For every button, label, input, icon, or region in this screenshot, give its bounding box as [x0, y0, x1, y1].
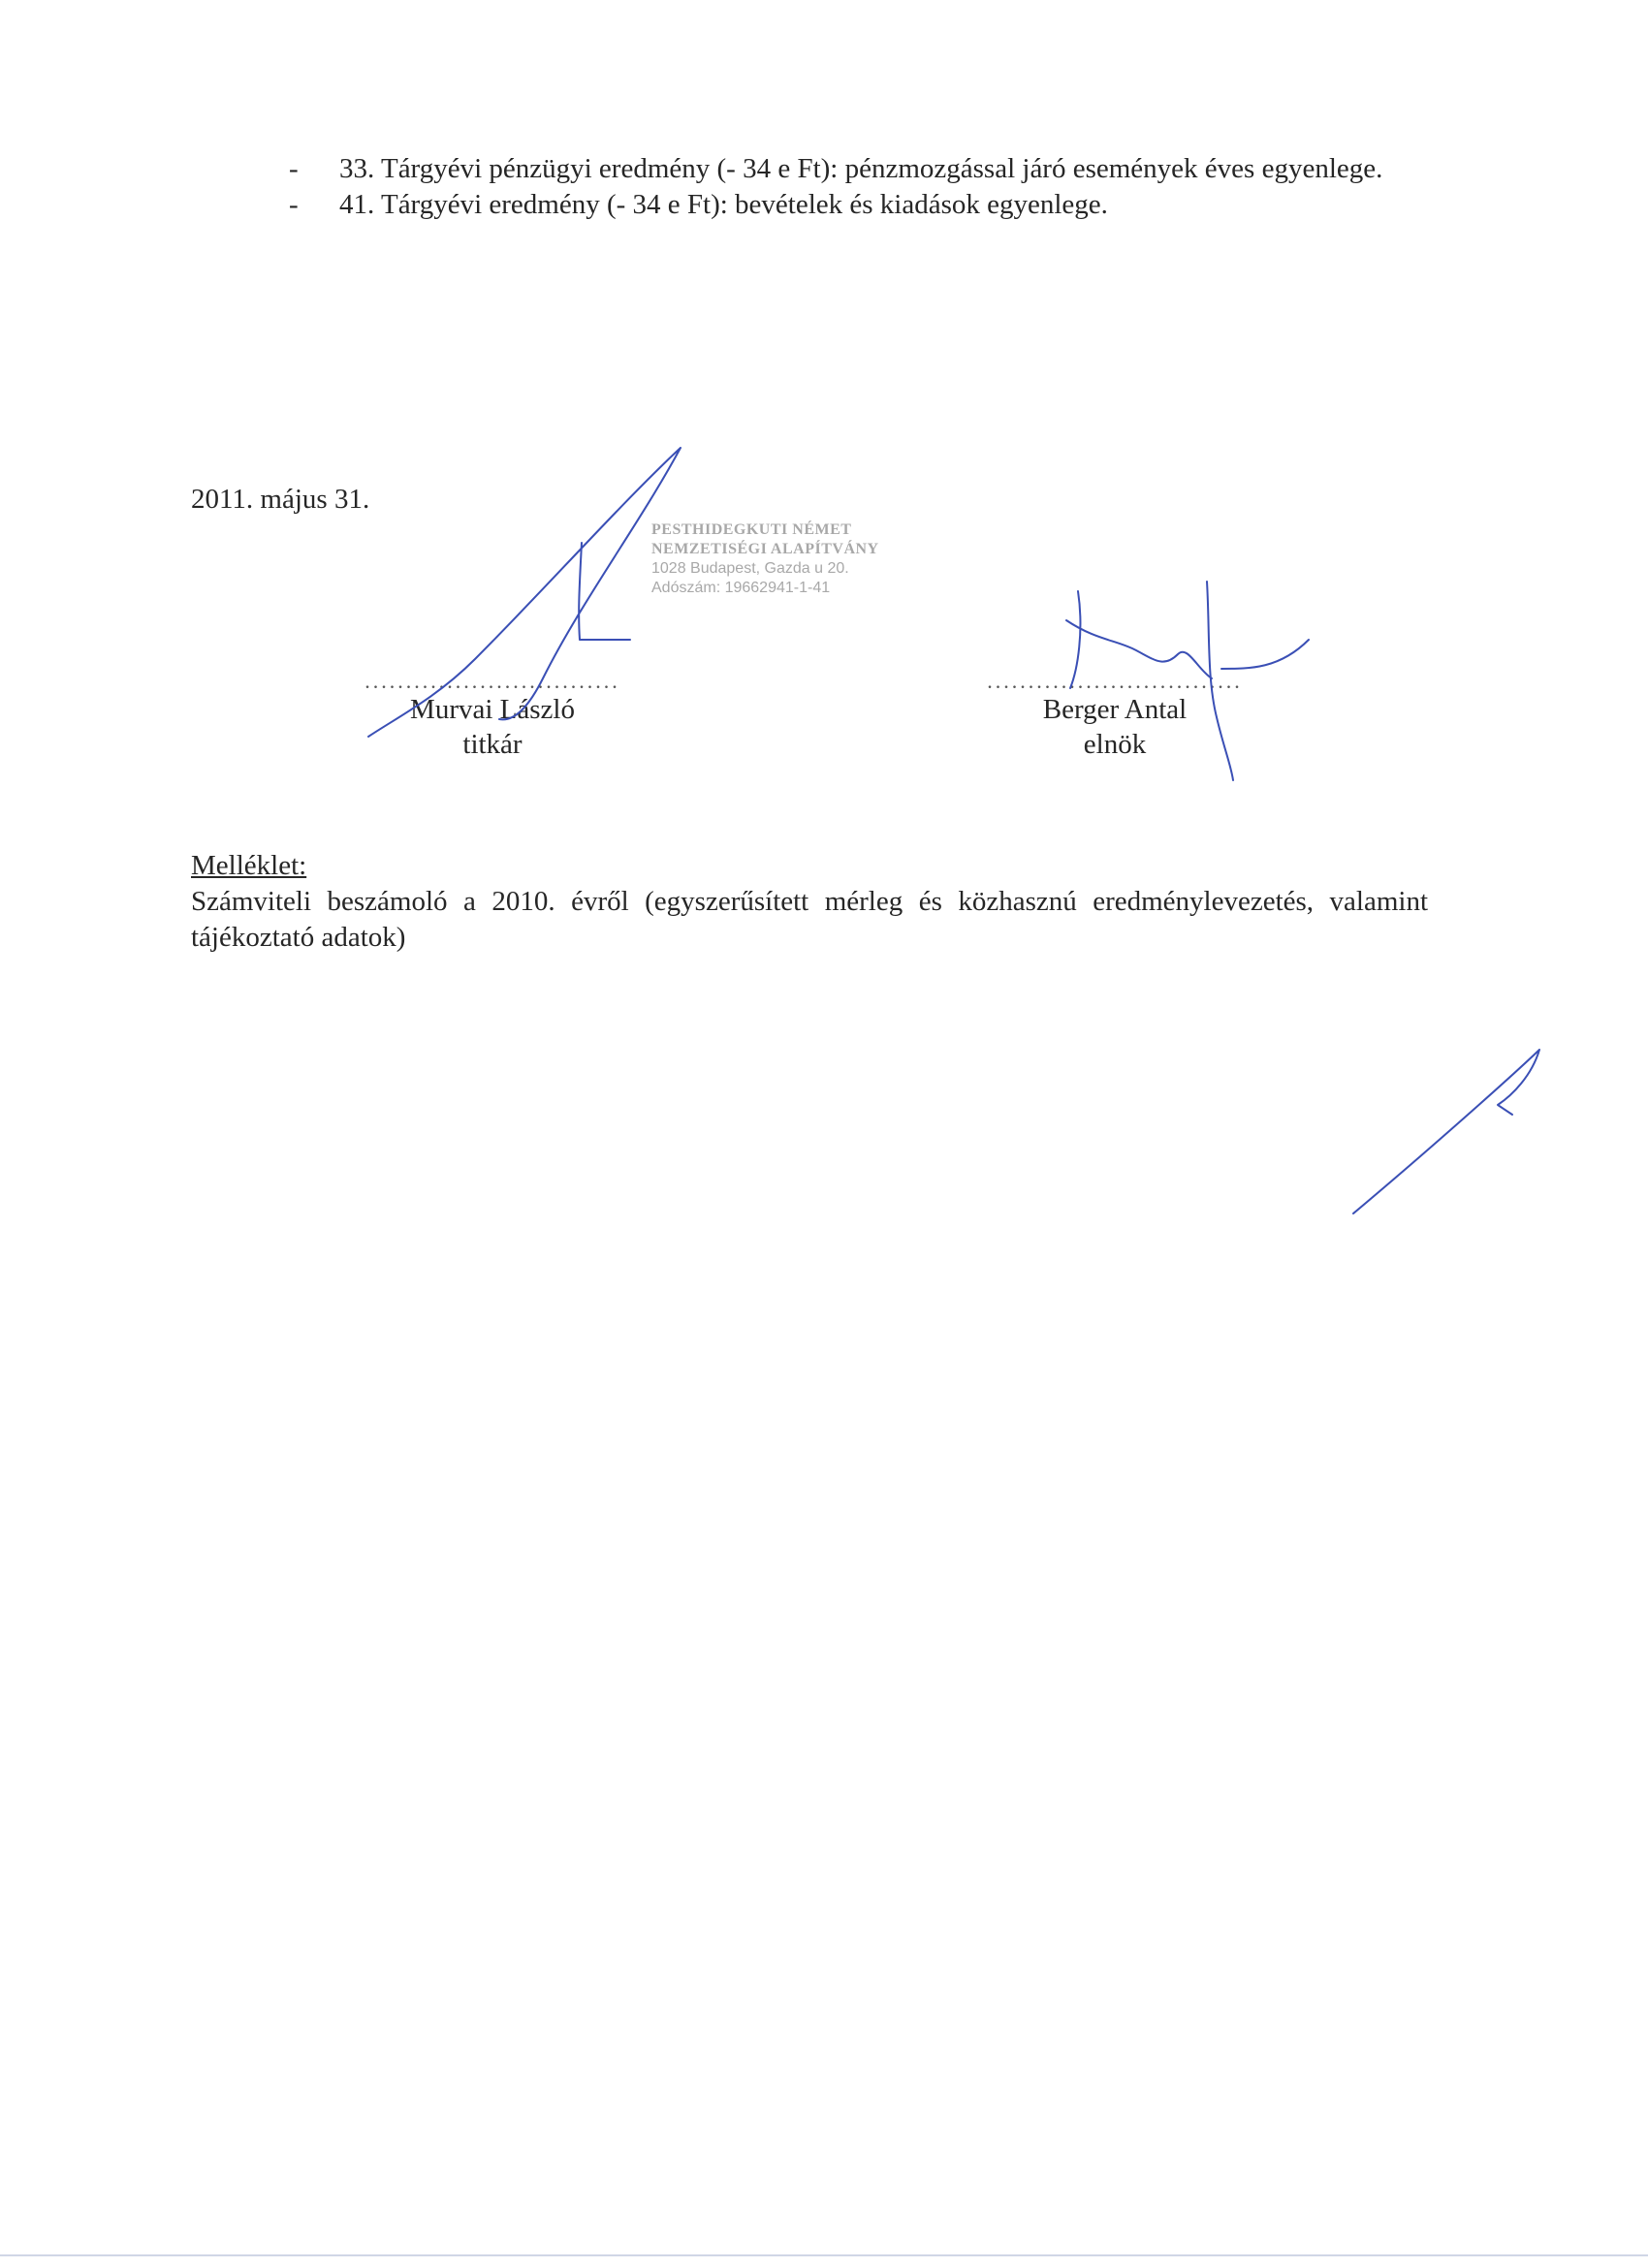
signatory-role: elnök [1083, 729, 1147, 760]
annex-body: Számviteli beszámoló a 2010. évről (egyszerűsített mérleg és közhasznú eredménylevezetés, valamint tájékoztató adatok) [191, 886, 1428, 953]
stamp-line-3: 1028 Budapest, Gazda u 20. [651, 560, 849, 577]
bullet-text: 41. Tárgyévi eredmény (- 34 e Ft): bevételek és kiadások egyenlege. [339, 189, 1108, 220]
annex-title: Melléklet: [191, 850, 307, 881]
scan-edge-line [0, 2254, 1648, 2256]
signature-line: ............................... [364, 669, 620, 693]
signatory-name: Murvai László [410, 694, 575, 725]
bullet-dash: - [289, 153, 299, 184]
signatory-name: Berger Antal [1042, 694, 1188, 725]
stamp-line-1: PESTHIDEGKUTI NÉMET [651, 521, 852, 538]
bullet-dash: - [289, 189, 299, 220]
stamp-line-4: Adószám: 19662941-1-41 [651, 580, 831, 596]
annex-section [191, 848, 1428, 956]
signature-berger [1066, 582, 1309, 780]
signatory-role: titkár [462, 729, 523, 760]
document-date: 2011. május 31. [191, 484, 370, 515]
signature-murvai [368, 448, 681, 737]
signature-line: ............................... [987, 669, 1243, 693]
stamp-line-2: NEMZETISÉGI ALAPÍTVÁNY [651, 541, 879, 557]
bullet-text: 33. Tárgyévi pénzügyi eredmény (- 34 e Ft): pénzmozgással járó események éves egyenlege. [339, 153, 1383, 184]
initials-mark [1353, 1050, 1539, 1213]
